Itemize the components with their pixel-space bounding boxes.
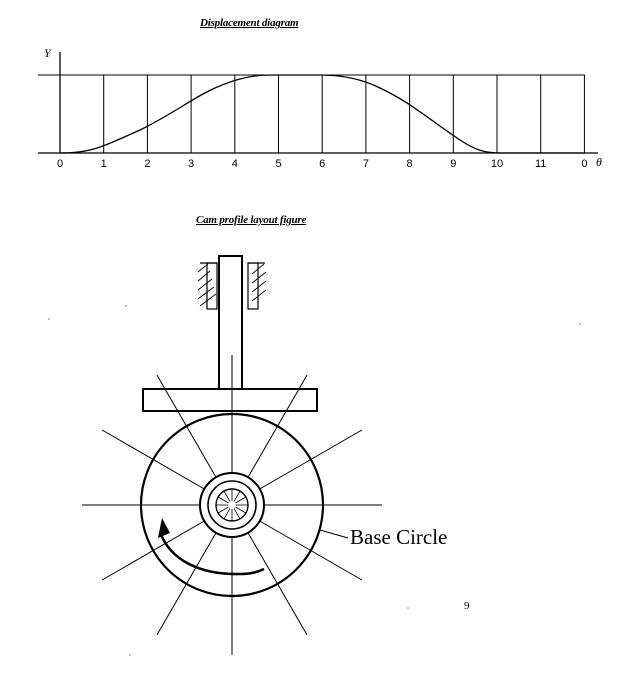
- y-axis-label: Y: [44, 46, 51, 60]
- follower-stem: [219, 256, 242, 389]
- angle-divisions: [104, 75, 585, 153]
- tick-label: 2: [144, 158, 151, 170]
- tick-label: 7: [362, 158, 369, 170]
- cam-layout: [82, 256, 382, 655]
- tick-label: 0: [581, 158, 588, 170]
- tick-label: 10: [490, 158, 504, 170]
- tick-label: 11: [534, 158, 547, 170]
- stray-mark: 9: [464, 600, 470, 612]
- base-circle-leader: [320, 530, 348, 538]
- tick-label: 3: [188, 158, 195, 170]
- tick-labels: [57, 158, 588, 170]
- speck: [579, 323, 580, 324]
- rotation-arrow-icon: [158, 518, 170, 538]
- base-circle-label: Base Circle: [350, 525, 448, 549]
- theta-axis-label: θ: [596, 155, 602, 169]
- tick-label: 5: [275, 158, 282, 170]
- rotation-arc: [160, 532, 264, 574]
- tick-label: 6: [319, 158, 326, 170]
- speck: [129, 654, 130, 655]
- speck: [407, 607, 408, 608]
- speck: [48, 318, 49, 319]
- flat-face-follower: [143, 389, 317, 411]
- cam-profile-title: Cam profile layout figure: [196, 214, 307, 226]
- displacement-diagram-title: Displacement diagram: [200, 17, 299, 29]
- tick-label: 4: [231, 158, 238, 170]
- tick-label: 0: [56, 158, 64, 170]
- speck: [125, 305, 126, 306]
- displacement-diagram: [38, 52, 598, 153]
- tick-label: 9: [450, 158, 457, 170]
- tick-label: 1: [100, 158, 107, 170]
- tick-label: 8: [406, 158, 413, 170]
